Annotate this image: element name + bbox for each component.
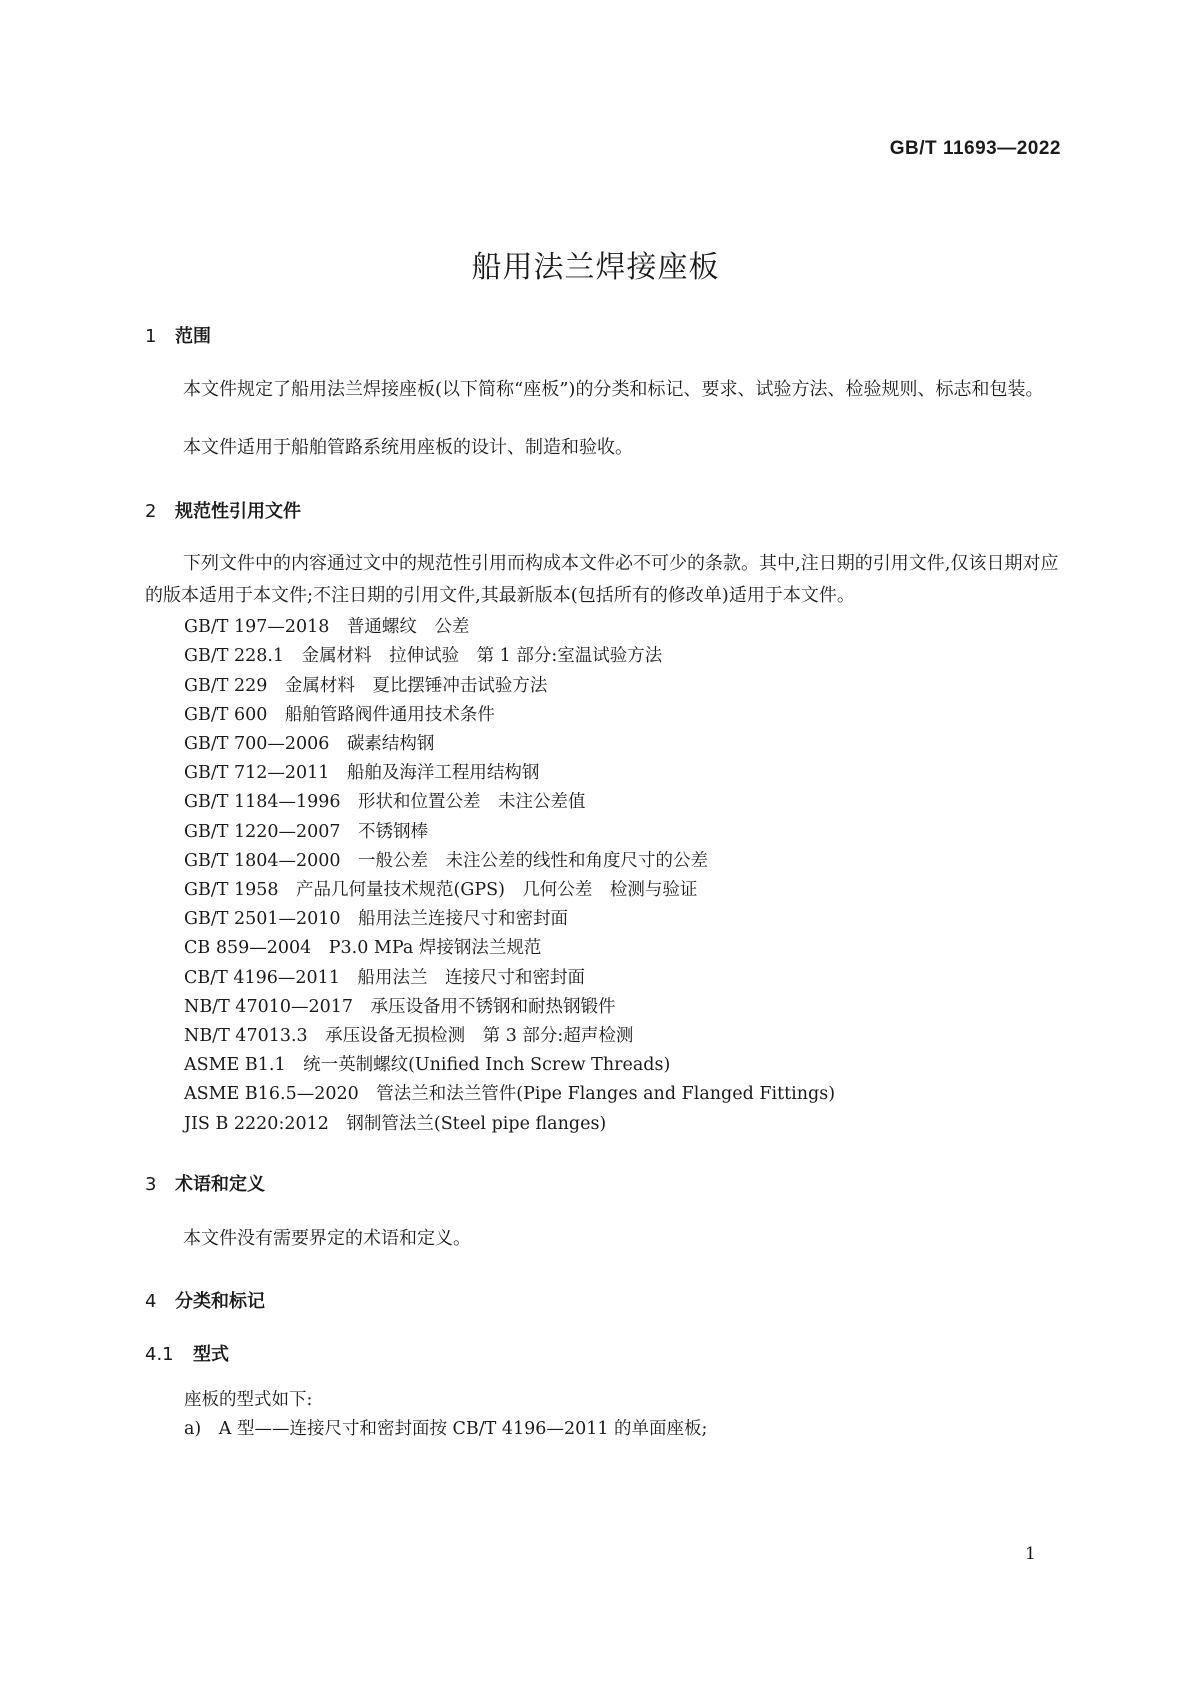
page-number: 1 xyxy=(1025,1544,1036,1564)
reference-item: GB/T 600 船舶管路阀件通用技术条件 xyxy=(184,705,495,725)
section-number: 1 xyxy=(145,326,157,347)
section-1-heading xyxy=(145,322,211,348)
list-item-a: a) A 型——连接尺寸和密封面按 CB/T 4196—2011 的单面座板; xyxy=(184,1419,708,1439)
reference-item: GB/T 229 金属材料 夏比摆锤冲击试验方法 xyxy=(184,676,548,696)
section-title: 规范性引用文件 xyxy=(175,501,301,522)
reference-item: GB/T 197—2018 普通螺纹 公差 xyxy=(184,617,470,637)
reference-item: GB/T 1184—1996 形状和位置公差 未注公差值 xyxy=(184,792,586,812)
reference-item: GB/T 700—2006 碳素结构钢 xyxy=(184,734,435,754)
standard-code: GB/T 11693—2022 xyxy=(889,138,1061,159)
section-title: 型式 xyxy=(193,1344,229,1365)
reference-item: NB/T 47010—2017 承压设备用不锈钢和耐热钢锻件 xyxy=(184,997,616,1017)
section-3-paragraph: 本文件没有需要界定的术语和定义。 xyxy=(183,1228,471,1249)
section-4-heading xyxy=(145,1287,265,1313)
section-number: 4 xyxy=(145,1291,157,1312)
reference-item: GB/T 712—2011 船舶及海洋工程用结构钢 xyxy=(184,763,540,783)
section-number: 2 xyxy=(145,501,157,522)
reference-item: GB/T 1804—2000 一般公差 未注公差的线性和角度尺寸的公差 xyxy=(184,851,709,871)
section-4-1-paragraph: 座板的型式如下: xyxy=(184,1390,313,1410)
reference-item: GB/T 1220—2007 不锈钢棒 xyxy=(184,822,429,842)
reference-item: JIS B 2220:2012 钢制管法兰(Steel pipe flanges) xyxy=(184,1114,607,1134)
document-title: 船用法兰焊接座板 xyxy=(471,250,720,285)
section-1-paragraph-2: 本文件适用于船舶管路系统用座板的设计、制造和验收。 xyxy=(183,437,633,458)
reference-item: GB/T 228.1 金属材料 拉伸试验 第 1 部分:室温试验方法 xyxy=(184,646,663,666)
reference-item: GB/T 1958 产品几何量技术规范(GPS) 几何公差 检测与验证 xyxy=(184,880,698,900)
reference-item: CB/T 4196—2011 船用法兰 连接尺寸和密封面 xyxy=(184,968,585,988)
section-1-paragraph-1: 本文件规定了船用法兰焊接座板(以下简称“座板”)的分类和标记、要求、试验方法、检验规则、标志和包装。 xyxy=(183,379,1044,400)
reference-item: ASME B16.5—2020 管法兰和法兰管件(Pipe Flanges and Flanged Fittings) xyxy=(184,1084,836,1104)
section-number: 3 xyxy=(145,1174,157,1195)
section-title: 分类和标记 xyxy=(175,1291,265,1312)
reference-item: CB 859—2004 P3.0 MPa 焊接钢法兰规范 xyxy=(184,938,542,958)
section-title: 术语和定义 xyxy=(175,1174,265,1195)
reference-item: ASME B1.1 统一英制螺纹(Unified Inch Screw Threads) xyxy=(184,1055,671,1075)
section-3-heading xyxy=(145,1170,265,1196)
section-2-intro: 下列文件中的内容通过文中的规范性引用而构成本文件必不可少的条款。其中,注日期的引用文件,仅该日期对应的版本适用于本文件;不注日期的引用文件,其最新版本(包括所有的修改单)适用于本文件。 xyxy=(145,553,1059,606)
section-title: 范围 xyxy=(175,326,211,347)
reference-item: GB/T 2501—2010 船用法兰连接尺寸和密封面 xyxy=(184,909,569,929)
section-number: 4.1 xyxy=(145,1344,174,1365)
reference-item: NB/T 47013.3 承压设备无损检测 第 3 部分:超声检测 xyxy=(184,1026,634,1046)
section-2-heading xyxy=(145,497,301,523)
section-4-1-heading xyxy=(145,1340,229,1366)
